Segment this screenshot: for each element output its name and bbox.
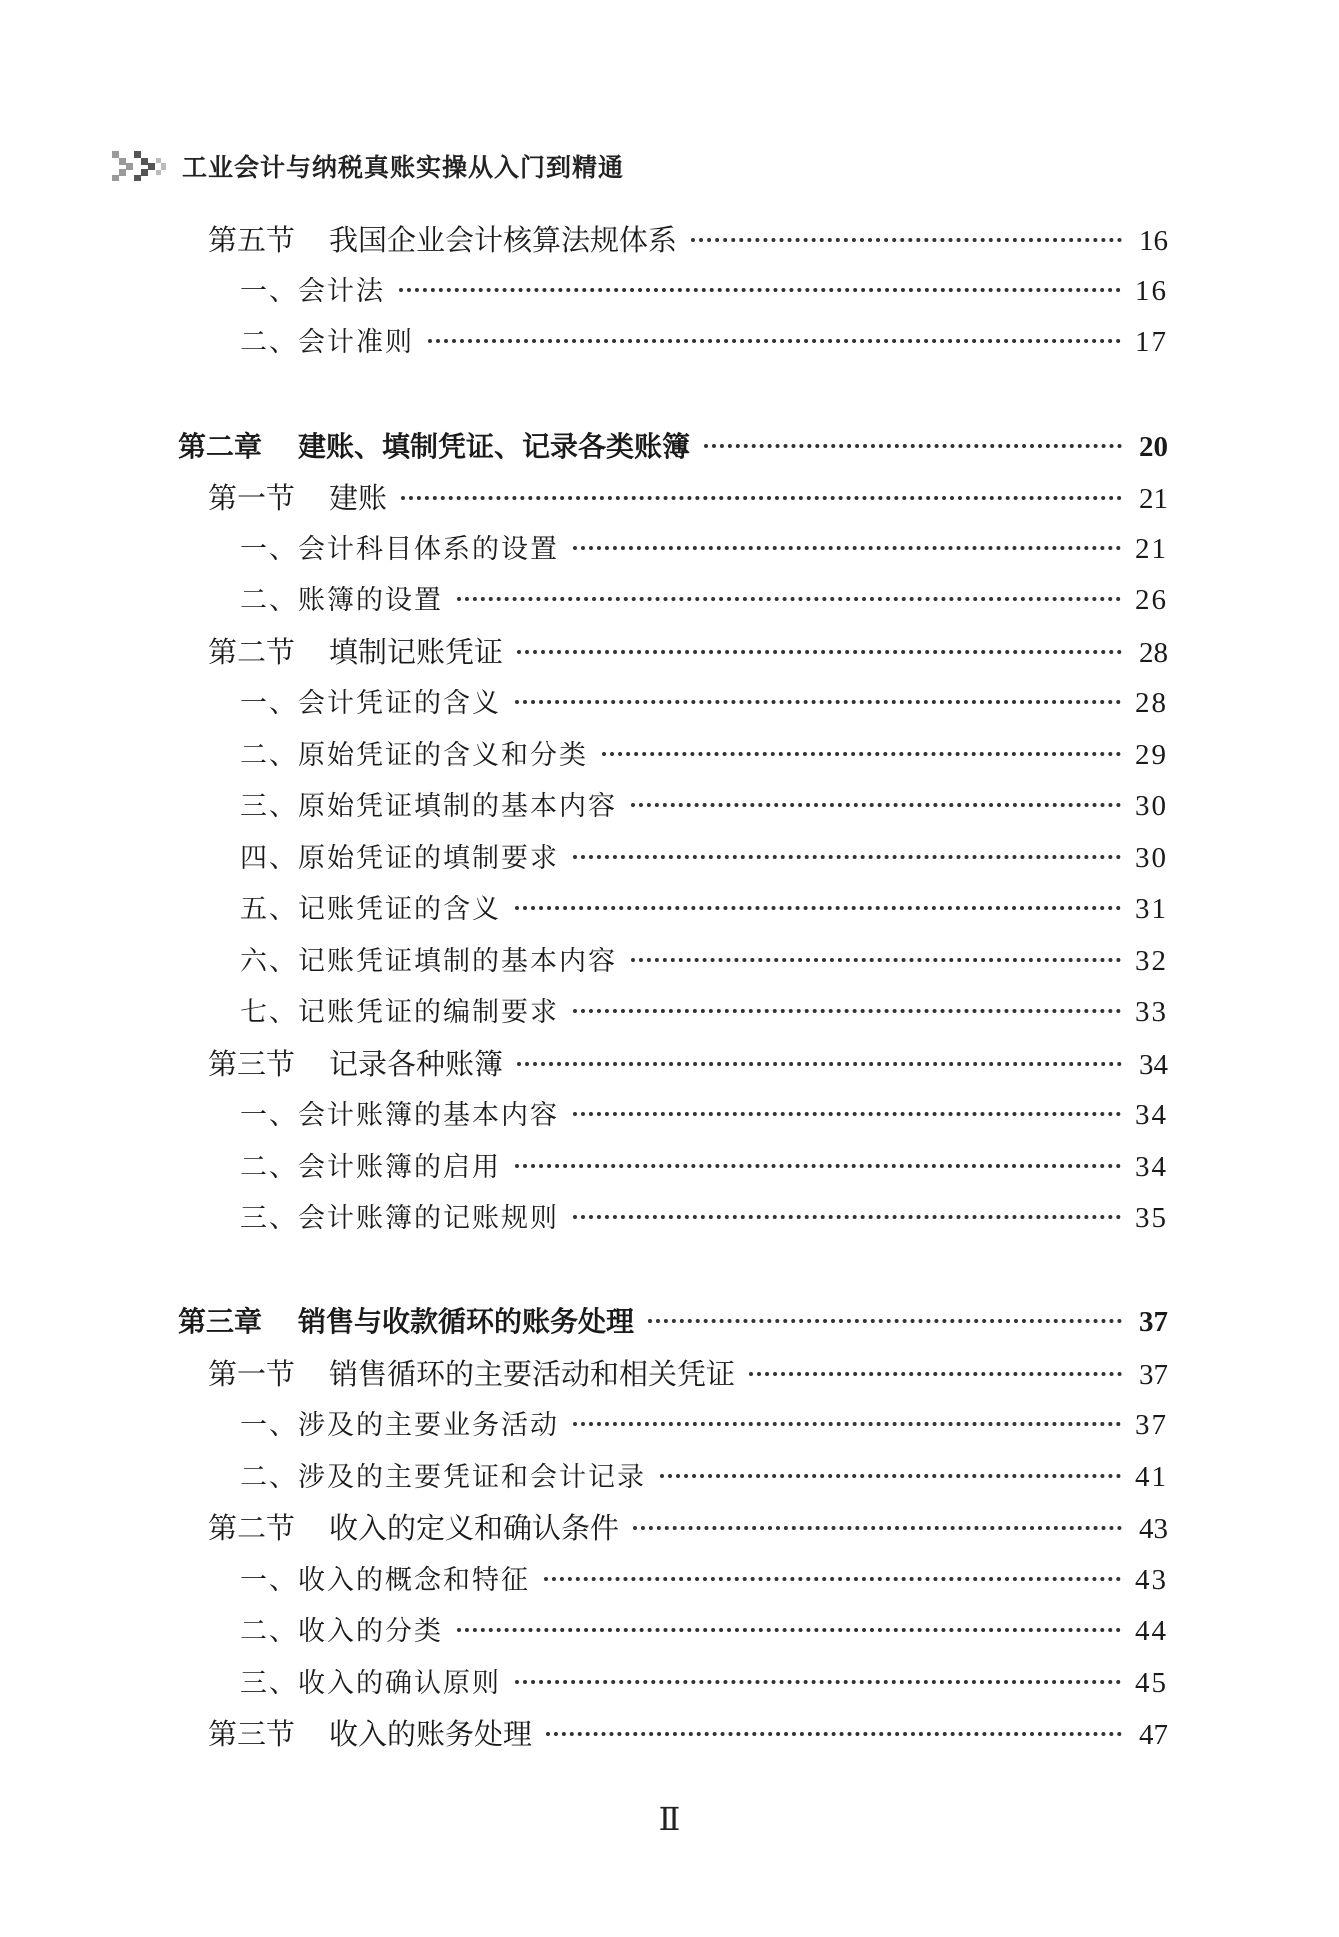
toc-entry-title: 收入的定义和确认条件	[329, 1511, 620, 1545]
toc-page-number: 43	[1139, 1513, 1168, 1545]
toc-entry-title: 销售循环的主要活动和相关凭证	[329, 1357, 736, 1391]
dot-leader	[660, 1474, 1121, 1478]
toc-page-number: 32	[1135, 945, 1168, 977]
toc-entry-title: 记账凭证的含义	[298, 894, 501, 925]
dot-leader	[401, 496, 1122, 500]
toc-page-number: 20	[1139, 431, 1168, 463]
toc-entry-number: 三、	[240, 791, 298, 822]
toc-item-row[interactable]	[240, 889, 1168, 929]
dot-leader	[648, 1319, 1122, 1323]
toc-page-number: 47	[1139, 1719, 1168, 1751]
toc-page-number: 26	[1135, 584, 1168, 616]
toc-entry-number: 一、	[240, 688, 298, 719]
dot-leader	[631, 803, 1121, 807]
toc-item-row[interactable]	[240, 322, 1168, 362]
toc-item-row[interactable]	[240, 1198, 1168, 1238]
toc-entry-title: 会计准则	[298, 327, 414, 358]
toc-page-number: 34	[1139, 1049, 1168, 1081]
toc-entry-number: 一、	[240, 1410, 298, 1441]
toc-entry-number: 第二节	[208, 1511, 296, 1545]
toc-entry-number: 一、	[240, 1100, 298, 1131]
toc-page-number: 37	[1135, 1409, 1168, 1441]
toc-page-number: 16	[1135, 275, 1168, 307]
dot-leader	[457, 1628, 1121, 1632]
dot-leader	[457, 597, 1121, 601]
toc-entry-title: 记账凭证的编制要求	[298, 997, 559, 1028]
toc-section-row[interactable]	[208, 1714, 1168, 1754]
toc-page-number: 33	[1135, 996, 1168, 1028]
dot-leader	[515, 906, 1121, 910]
dot-leader	[515, 700, 1121, 704]
toc-entry-title: 记账凭证填制的基本内容	[298, 946, 617, 977]
toc-page-number: 45	[1135, 1667, 1168, 1699]
toc-page-number: 28	[1135, 687, 1168, 719]
toc-item-row[interactable]	[240, 580, 1168, 620]
toc-entry-title: 会计账簿的记账规则	[298, 1203, 559, 1234]
toc-entry-title: 原始凭证的含义和分类	[298, 740, 588, 771]
toc-entry-number: 七、	[240, 997, 298, 1028]
toc-chapter-row[interactable]	[178, 1302, 1168, 1342]
toc-entry-title: 原始凭证填制的基本内容	[298, 791, 617, 822]
toc-item-row[interactable]	[240, 1611, 1168, 1651]
toc-page-number: 44	[1135, 1615, 1168, 1647]
toc-item-row[interactable]	[240, 1405, 1168, 1445]
toc-entry-number: 第三节	[208, 1717, 296, 1751]
dot-leader	[573, 1422, 1121, 1426]
toc-entry-title: 填制记账凭证	[329, 635, 504, 669]
toc-entry-title: 收入的账务处理	[329, 1717, 533, 1751]
toc-entry-number: 第一节	[208, 1357, 296, 1391]
toc-entry-title: 原始凭证的填制要求	[298, 843, 559, 874]
toc-entry-number: 二、	[240, 1462, 298, 1493]
toc-item-row[interactable]	[240, 683, 1168, 723]
dot-leader	[573, 1215, 1121, 1219]
toc-item-row[interactable]	[240, 1663, 1168, 1703]
dot-leader	[631, 958, 1121, 962]
toc-page-number: 21	[1139, 483, 1168, 515]
toc-item-row[interactable]	[240, 271, 1168, 311]
toc-entry-number: 六、	[240, 946, 298, 977]
toc-item-row[interactable]	[240, 1560, 1168, 1600]
toc-item-row[interactable]	[240, 529, 1168, 569]
toc-page-number: 43	[1135, 1564, 1168, 1596]
toc-entry-title: 会计账簿的启用	[298, 1152, 501, 1183]
dot-leader	[749, 1372, 1122, 1376]
page-number: Ⅱ	[658, 1801, 681, 1837]
toc-item-row[interactable]	[240, 735, 1168, 775]
dot-leader	[602, 752, 1121, 756]
toc-page-number: 31	[1135, 893, 1168, 925]
dot-leader	[515, 1164, 1121, 1168]
toc-entry-number: 第二章	[178, 430, 263, 463]
toc-page-number: 17	[1135, 326, 1168, 358]
book-title: 工业会计与纳税真账实操从入门到精通	[182, 153, 625, 182]
dot-leader	[517, 1062, 1122, 1066]
toc-entry-number: 二、	[240, 327, 298, 358]
toc-entry-number: 二、	[240, 740, 298, 771]
toc-entry-title: 涉及的主要凭证和会计记录	[298, 1462, 646, 1493]
toc-item-row[interactable]	[240, 838, 1168, 878]
toc-section-row[interactable]	[208, 1354, 1168, 1394]
dot-leader	[399, 288, 1121, 292]
toc-page-number: 16	[1139, 225, 1168, 257]
toc-entry-title: 收入的概念和特征	[298, 1565, 530, 1596]
dot-leader	[633, 1526, 1122, 1530]
toc-entry-number: 三、	[240, 1203, 298, 1234]
toc-entry-title: 会计账簿的基本内容	[298, 1100, 559, 1131]
toc-entry-title: 收入的分类	[298, 1616, 443, 1647]
toc-page-number: 41	[1135, 1461, 1168, 1493]
toc-entry-title: 收入的确认原则	[298, 1668, 501, 1699]
dot-leader	[517, 650, 1122, 654]
toc-entry-number: 一、	[240, 276, 298, 307]
toc-entry-number: 第三节	[208, 1047, 296, 1081]
dot-leader	[515, 1680, 1121, 1684]
toc-entry-title: 涉及的主要业务活动	[298, 1410, 559, 1441]
dot-leader	[573, 1112, 1121, 1116]
toc-page-number: 30	[1135, 842, 1168, 874]
dot-leader	[544, 1577, 1121, 1581]
toc-entry-number: 二、	[240, 1616, 298, 1647]
toc-entry-number: 一、	[240, 1565, 298, 1596]
dot-leader	[691, 238, 1122, 242]
toc-page-number: 34	[1135, 1151, 1168, 1183]
toc-entry-number: 四、	[240, 843, 298, 874]
toc-section-row[interactable]	[208, 220, 1168, 260]
toc-entry-number: 第三章	[178, 1305, 263, 1338]
toc-entry-title: 建账、填制凭证、记录各类账簿	[298, 430, 691, 463]
toc-item-row[interactable]	[240, 1457, 1168, 1497]
toc-item-row[interactable]	[240, 1147, 1168, 1187]
toc-section-row[interactable]	[208, 632, 1168, 672]
toc-item-row[interactable]	[240, 992, 1168, 1032]
dot-leader	[546, 1732, 1122, 1736]
toc-page-number: 30	[1135, 790, 1168, 822]
toc-entry-title: 销售与收款循环的账务处理	[298, 1305, 635, 1338]
toc-item-row[interactable]	[240, 1095, 1168, 1135]
toc-page-number: 35	[1135, 1202, 1168, 1234]
toc-entry-title: 会计凭证的含义	[298, 688, 501, 719]
dot-leader	[573, 855, 1121, 859]
toc-page-number: 37	[1139, 1306, 1168, 1338]
toc-entry-title: 我国企业会计核算法规体系	[329, 223, 678, 257]
toc-section-row[interactable]	[208, 1044, 1168, 1084]
toc-chapter-row[interactable]	[178, 427, 1168, 467]
dot-leader	[704, 444, 1122, 448]
toc-entry-number: 第一节	[208, 481, 296, 515]
toc-page-number: 29	[1135, 739, 1168, 771]
toc-entry-title: 记录各种账簿	[329, 1047, 504, 1081]
toc-page-number: 21	[1135, 533, 1168, 565]
toc-item-row[interactable]	[240, 786, 1168, 826]
dot-leader	[428, 339, 1121, 343]
toc-item-row[interactable]	[240, 941, 1168, 981]
toc-section-row[interactable]	[208, 1508, 1168, 1548]
toc-entry-number: 五、	[240, 894, 298, 925]
dot-leader	[573, 546, 1121, 550]
toc-entry-number: 一、	[240, 534, 298, 565]
dot-leader	[573, 1009, 1121, 1013]
toc-page-number: 37	[1139, 1359, 1168, 1391]
toc-entry-title: 会计科目体系的设置	[298, 534, 559, 565]
toc-entry-number: 第五节	[208, 223, 296, 257]
toc-entry-title: 账簿的设置	[298, 585, 443, 616]
toc-entry-number: 二、	[240, 1152, 298, 1183]
toc-section-row[interactable]	[208, 478, 1168, 518]
toc-entry-number: 二、	[240, 585, 298, 616]
toc-page-number: 28	[1139, 637, 1168, 669]
toc-entry-title: 建账	[329, 481, 388, 515]
toc-entry-number: 第二节	[208, 635, 296, 669]
toc-entry-title: 会计法	[298, 276, 385, 307]
toc-page-number: 34	[1135, 1099, 1168, 1131]
toc-entry-number: 三、	[240, 1668, 298, 1699]
